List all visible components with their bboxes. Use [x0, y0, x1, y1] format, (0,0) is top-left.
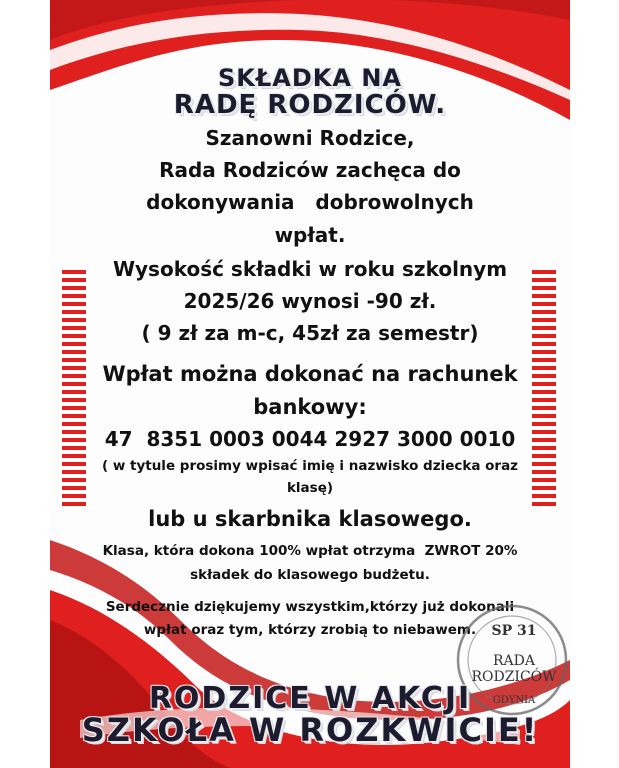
- intro-line1: Rada Rodziców zachęca do: [159, 158, 461, 182]
- stamp-line1: RADA: [493, 653, 535, 669]
- refund-line2: składek do klasowego budżetu.: [190, 567, 430, 583]
- greeting: Szanowni Rodzice,: [205, 126, 415, 150]
- transfer-note-line1: ( w tytule prosimy wpisać imię i nazwisko dziecka oraz: [101, 458, 519, 474]
- poster: [50, 0, 570, 768]
- footer-slogan-line2: SZKOŁA W ROZKWICIE!: [81, 711, 539, 749]
- intro-line3: wpłat.: [274, 223, 346, 247]
- payment-line1: Wpłat można dokonać na rachunek: [102, 362, 518, 386]
- stamp-line2: RODZICÓW: [471, 669, 557, 685]
- thanks-line1: Serdecznie dziękujemy wszystkim,którzy już dokonali: [105, 599, 515, 615]
- footer-slogan-line1: RODZICE W AKCJI: [148, 681, 472, 716]
- fee-line2: 2025/26 wynosi -90 zł.: [183, 289, 437, 313]
- thanks-line2: wpłat oraz tym, którzy zrobią to niebawem.: [143, 622, 477, 638]
- stamp-school: SP 31: [491, 623, 537, 639]
- treasurer-option: lub u skarbnika klasowego.: [148, 507, 472, 531]
- payment-line2: bankowy:: [253, 395, 367, 419]
- refund-line1: Klasa, która dokona 100% wpłat otrzyma ZWROT 20%: [102, 543, 518, 559]
- transfer-note-line2: klasę): [286, 480, 334, 496]
- stamp-city: GDYNIA: [492, 695, 536, 706]
- fee-line3: ( 9 zł za m-c, 45zł za semestr): [141, 321, 479, 345]
- bank-account-number: 47 8351 0003 0044 2927 3000 0010: [104, 427, 516, 451]
- header-title-line2: RADĘ RODZICÓW.: [173, 90, 447, 120]
- header-title-line1: SKŁADKA NA: [218, 64, 402, 92]
- intro-line2: dokonywania dobrowolnych: [146, 190, 474, 214]
- fee-line1: Wysokość składki w roku szkolnym: [112, 257, 508, 281]
